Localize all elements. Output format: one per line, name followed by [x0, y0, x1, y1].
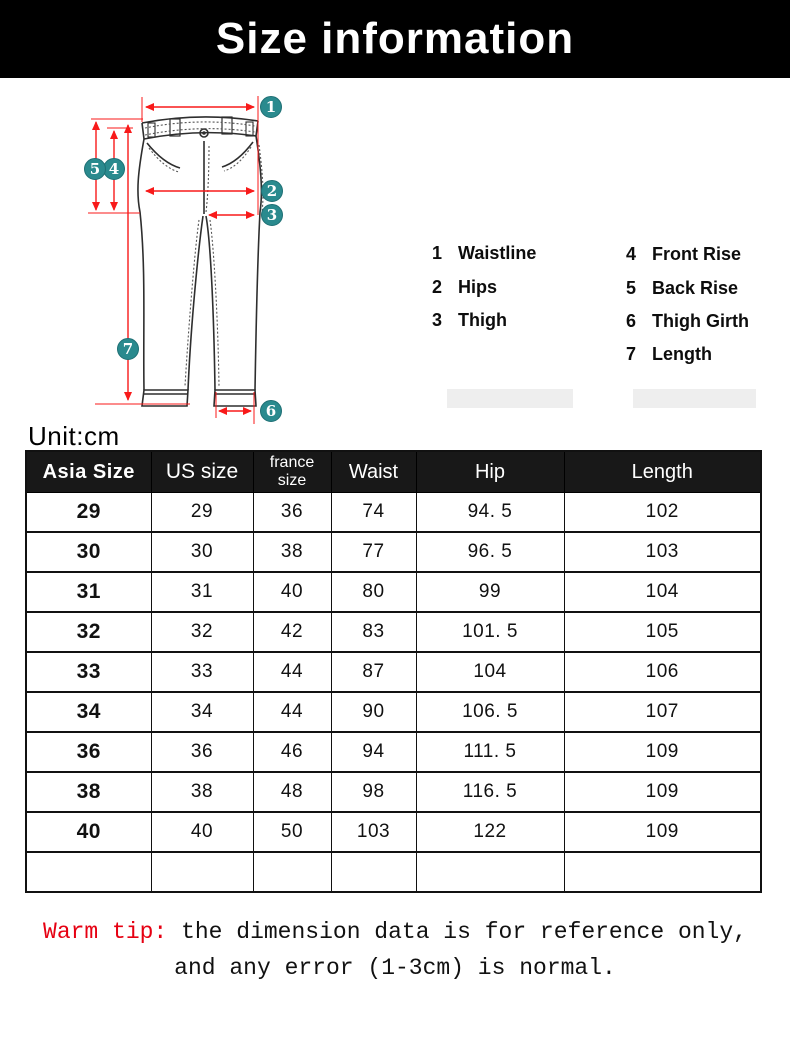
- warm-tip-line2: and any error (1-3cm) is normal.: [174, 955, 616, 981]
- table-cell: 111. 5: [416, 732, 564, 772]
- table-cell: 40: [26, 812, 151, 852]
- warm-tip-label: Warm tip:: [43, 919, 168, 945]
- table-cell: 103: [331, 812, 416, 852]
- unit-label: Unit:cm: [28, 421, 120, 451]
- legend-label: Front Rise: [652, 244, 742, 264]
- measurement-arrows: [88, 96, 258, 424]
- table-cell: 34: [26, 692, 151, 732]
- table-cell: [331, 852, 416, 892]
- table-cell: 38: [151, 772, 253, 812]
- legend-number: 4: [626, 244, 637, 264]
- table-cell: 122: [416, 812, 564, 852]
- table-row: [26, 493, 761, 533]
- table-row: [26, 612, 761, 652]
- table-cell: 94. 5: [416, 493, 564, 533]
- table-cell: 106: [564, 652, 761, 692]
- table-cell: 105: [564, 612, 761, 652]
- measure-badge-5: 5: [84, 158, 106, 180]
- legend-number: 3: [432, 310, 443, 330]
- table-cell: 87: [331, 652, 416, 692]
- table-cell: 96. 5: [416, 532, 564, 572]
- table-cell: 44: [253, 652, 331, 692]
- legend-item-thigh-girth: [626, 311, 749, 332]
- table-cell: 30: [26, 532, 151, 572]
- column-header-waist: Waist: [331, 451, 416, 493]
- measure-badge-2: 2: [261, 180, 283, 202]
- table-cell: [151, 852, 253, 892]
- measure-badge-7: 7: [117, 338, 139, 360]
- table-cell: [253, 852, 331, 892]
- table-cell: [26, 852, 151, 892]
- table-header-row: [26, 451, 761, 493]
- legend-item-length: [626, 344, 712, 365]
- column-header-france-size: france size: [253, 451, 331, 493]
- table-row: [26, 692, 761, 732]
- table-cell: 107: [564, 692, 761, 732]
- table-cell: 36: [151, 732, 253, 772]
- legend-number: 5: [626, 278, 637, 298]
- legend-number: 1: [432, 243, 443, 263]
- table-cell: 42: [253, 612, 331, 652]
- table-cell: 30: [151, 532, 253, 572]
- table-row: [26, 652, 761, 692]
- pants-diagram: [0, 0, 420, 435]
- table-cell: 34: [151, 692, 253, 732]
- table-cell: 94: [331, 732, 416, 772]
- table-cell: 29: [26, 493, 151, 533]
- legend-label: Length: [652, 344, 712, 364]
- measure-badge-4: 4: [103, 158, 125, 180]
- table-row: [26, 532, 761, 572]
- table-cell: 48: [253, 772, 331, 812]
- table-cell: 31: [26, 572, 151, 612]
- table-cell: 102: [564, 493, 761, 533]
- watermark-box: [447, 389, 573, 408]
- table-cell: 46: [253, 732, 331, 772]
- table-cell: 83: [331, 612, 416, 652]
- table-cell: 36: [253, 493, 331, 533]
- watermark-box: [633, 389, 756, 408]
- legend-item-thigh: [432, 310, 507, 331]
- column-header-asia-size: Asia Size: [26, 451, 151, 493]
- table-cell: 109: [564, 732, 761, 772]
- measure-badge-6: 6: [260, 400, 282, 422]
- table-cell: [416, 852, 564, 892]
- table-row: [26, 732, 761, 772]
- table-row: [26, 572, 761, 612]
- legend-label: Back Rise: [652, 278, 739, 298]
- table-cell: 109: [564, 812, 761, 852]
- table-cell: 29: [151, 493, 253, 533]
- legend-number: 6: [626, 311, 637, 331]
- legend-number: 2: [432, 277, 443, 297]
- legend-label: Hips: [458, 277, 498, 297]
- table-cell: 80: [331, 572, 416, 612]
- column-header-hip: Hip: [416, 451, 564, 493]
- legend-label: Waistline: [458, 243, 537, 263]
- table-cell: 106. 5: [416, 692, 564, 732]
- table-cell: 31: [151, 572, 253, 612]
- table-cell: 32: [151, 612, 253, 652]
- warm-tip-text1: the dimension data is for reference only,: [181, 919, 747, 945]
- table-cell: [564, 852, 761, 892]
- table-cell: 50: [253, 812, 331, 852]
- page-title: Size information: [215, 14, 575, 63]
- table-cell: 98: [331, 772, 416, 812]
- measure-badge-3: 3: [261, 204, 283, 226]
- pants-drawing: [138, 117, 261, 406]
- column-header-us-size: US size: [151, 451, 253, 493]
- table-cell: 74: [331, 493, 416, 533]
- table-cell: 109: [564, 772, 761, 812]
- legend-label: Thigh: [458, 310, 507, 330]
- table-cell: 104: [564, 572, 761, 612]
- table-cell: 38: [26, 772, 151, 812]
- table-cell: 116. 5: [416, 772, 564, 812]
- table-cell: 33: [26, 652, 151, 692]
- legend-label: Thigh Girth: [652, 311, 749, 331]
- table-cell: 44: [253, 692, 331, 732]
- table-cell: 77: [331, 532, 416, 572]
- table-cell: 38: [253, 532, 331, 572]
- legend-item-back-rise: [626, 278, 738, 299]
- warm-tip: [0, 914, 790, 986]
- legend-item-waistline: [432, 243, 536, 264]
- table-cell: 32: [26, 612, 151, 652]
- warm-tip-line1: [0, 914, 790, 950]
- table-cell: 90: [331, 692, 416, 732]
- column-header-length: Length: [564, 451, 761, 493]
- table-cell: 40: [151, 812, 253, 852]
- table-cell: 99: [416, 572, 564, 612]
- table-cell: 36: [26, 732, 151, 772]
- measure-badge-1: 1: [260, 96, 282, 118]
- legend-item-front-rise: [626, 244, 741, 265]
- table-cell: 33: [151, 652, 253, 692]
- legend-number: 7: [626, 344, 637, 364]
- table-row-empty: [26, 852, 761, 892]
- size-table: [25, 450, 762, 893]
- table-cell: 40: [253, 572, 331, 612]
- table-cell: 101. 5: [416, 612, 564, 652]
- table-cell: 103: [564, 532, 761, 572]
- table-cell: 104: [416, 652, 564, 692]
- table-row: [26, 812, 761, 852]
- legend-item-hips: [432, 277, 497, 298]
- table-row: [26, 772, 761, 812]
